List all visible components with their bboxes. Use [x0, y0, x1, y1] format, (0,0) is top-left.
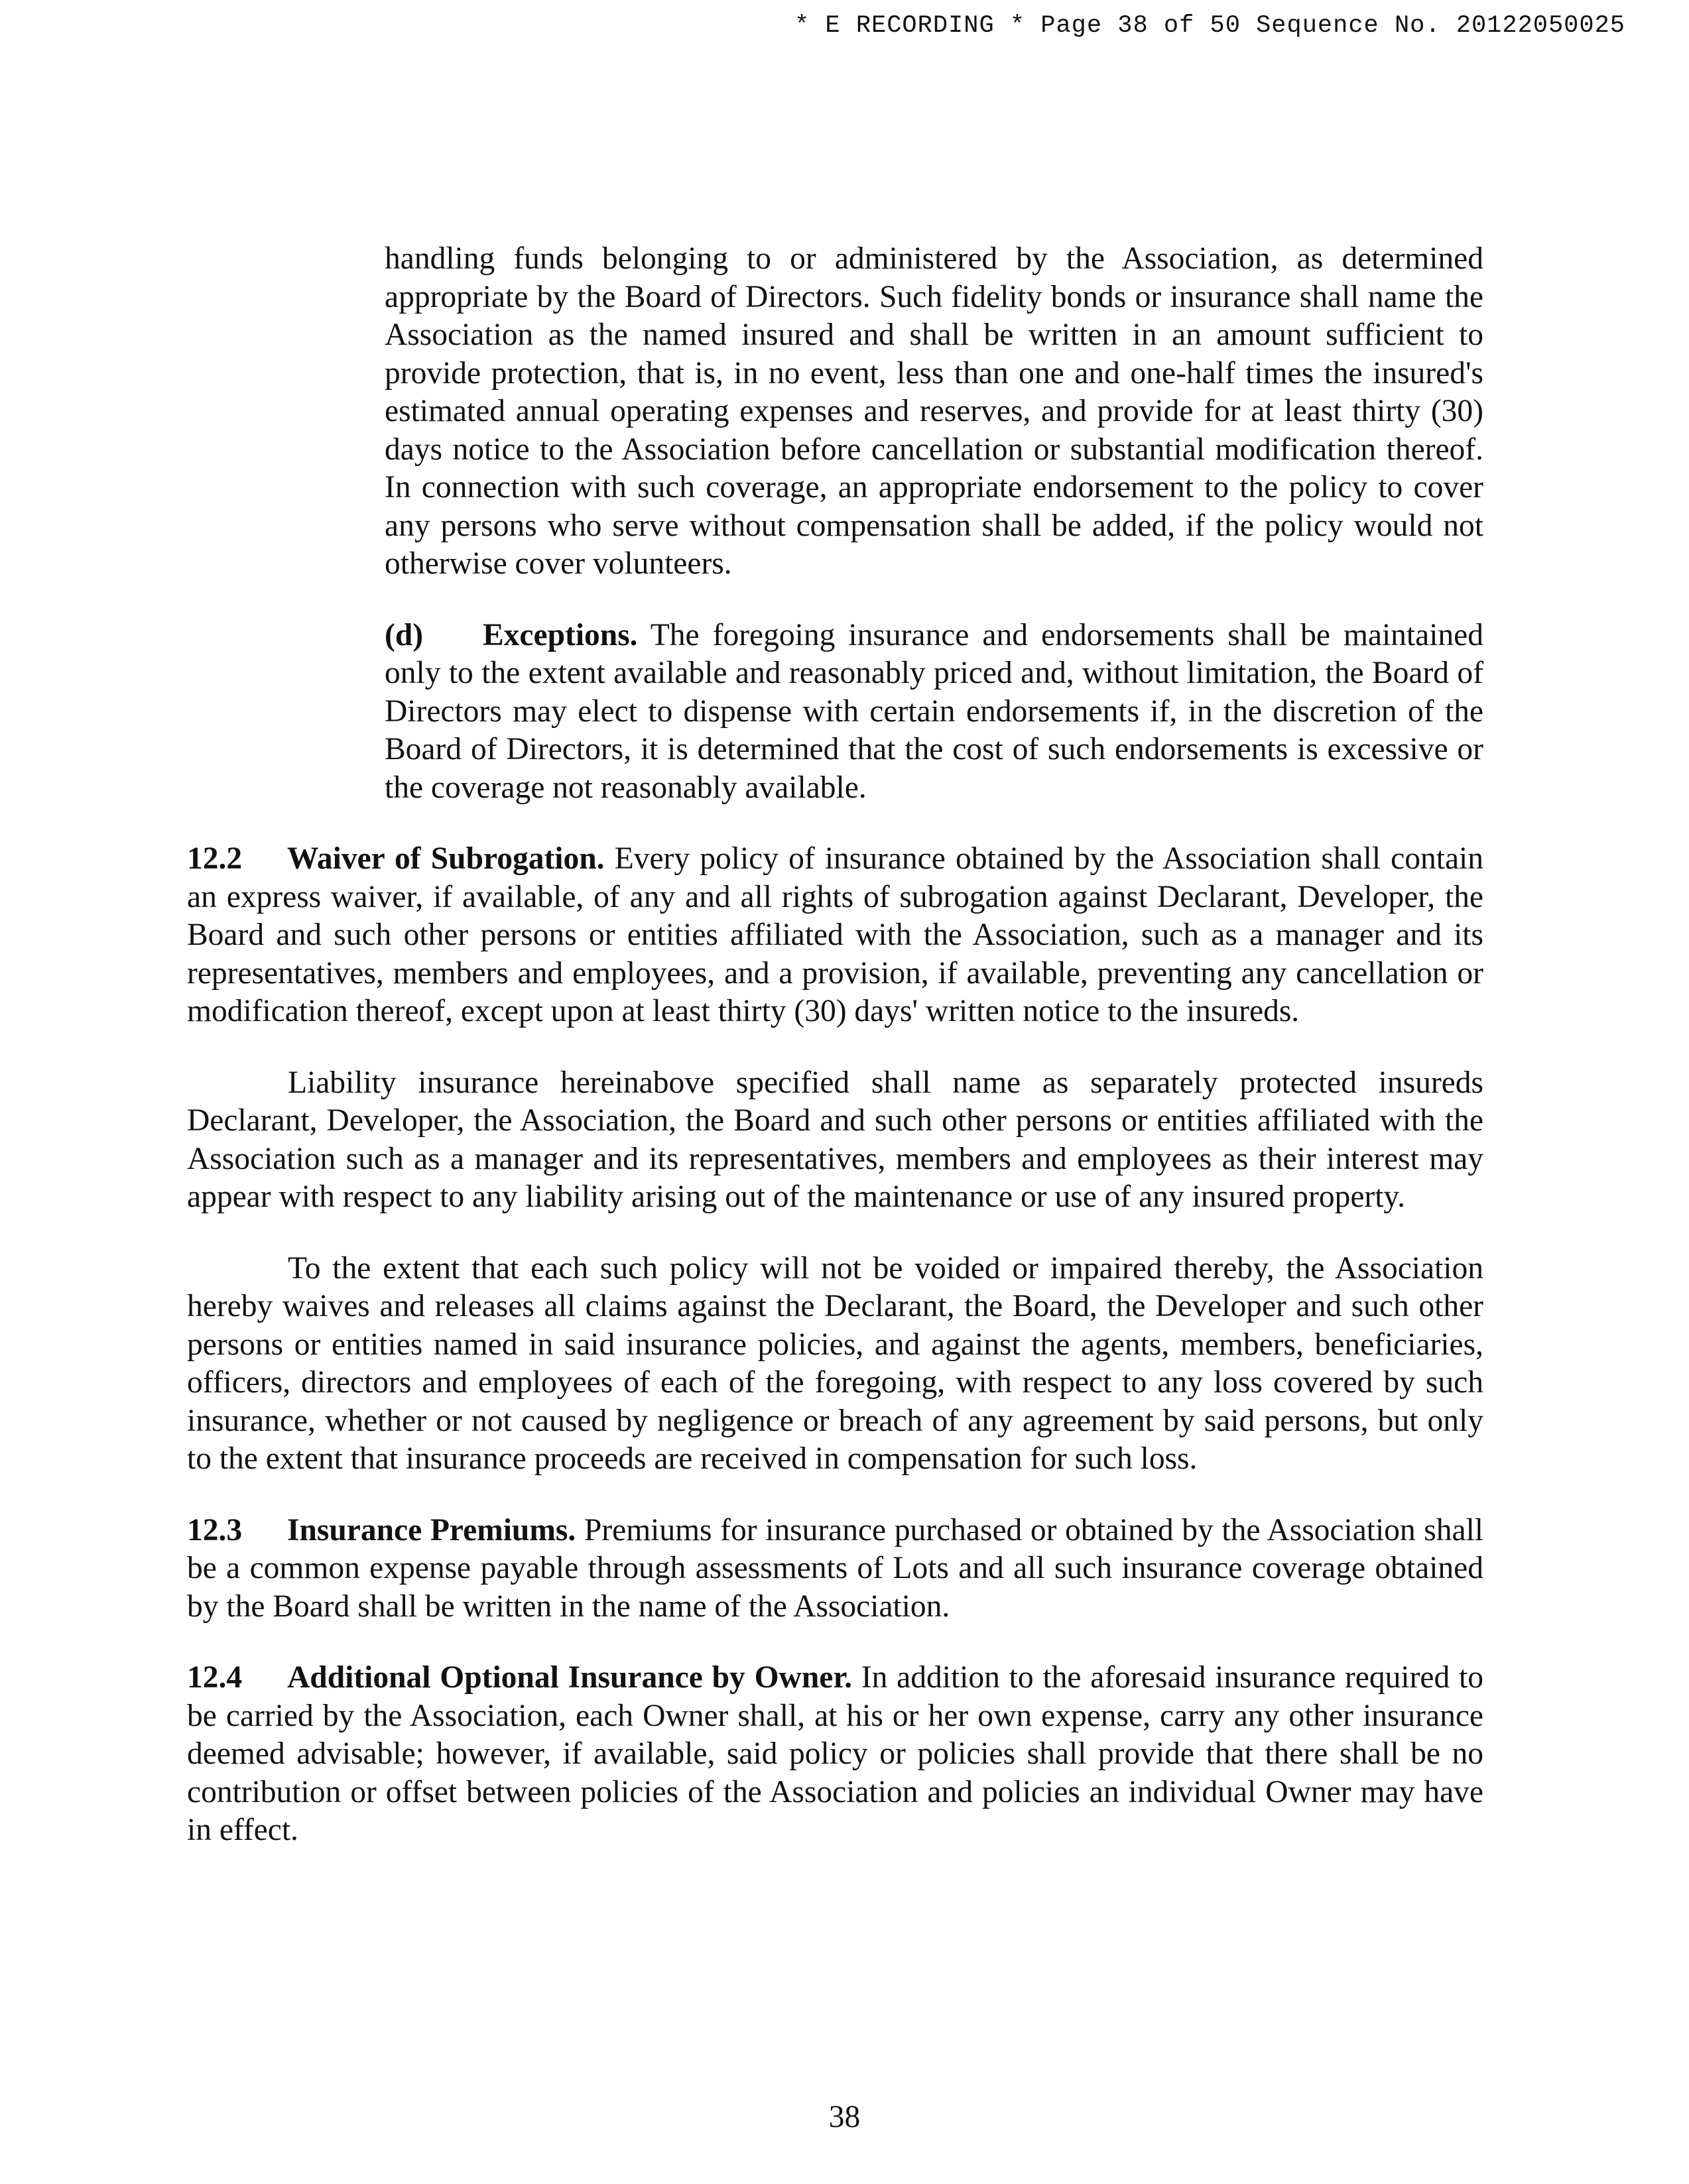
waiver-release-paragraph: To the extent that each such policy will not be voided or impaired thereby, the Association hereby waives and releases all claims against the Declarant, the Board, the Developer and such other persons or entities named in said insurance policies, and against the agents, members, beneficiaries, officers, directors and employees of each of the foregoing, with respect to any loss covered by such insurance, whether or not caused by negligence or breach of any agreement by said persons, but only to the extent that insurance proceeds are received in compensation for such loss. — [187, 1250, 1483, 1476]
subsection-d-heading: Exceptions. — [483, 617, 638, 652]
section-12-2-text: Every policy of insurance obtained by the Association shall contain an express waiver, if available, of any and all rights of subrogation against Declarant, Developer, the Board and such other persons or entities affiliated with the Association, such as a manager and its representatives, members and employees, and a provision, if available, preventing any cancellation or modification thereof, except upon at least thirty (30) days' written notice to the insureds. — [187, 841, 1483, 1028]
section-12-4-text: In addition to the aforesaid insurance required to be carried by the Association, each Owner shall, at his or her own expense, carry any other insurance deemed advisable; however, if available, said policy or policies shall provide that there shall be no contribution or offset between policies of the Association and policies an individual Owner may have in effect. — [187, 1660, 1483, 1847]
recording-header: * E RECORDING * Page 38 of 50 Sequence No. 20122050025 — [794, 12, 1625, 40]
subsection-d-text: The foregoing insurance and endorsements shall be maintained only to the extent available and reasonably priced and, without limitation, the Board of Directors may elect to dispense with certain endorsements if, in the discretion of the Board of Directors, it is determined that the cost of such endorsements is excessive or the coverage not reasonably available. — [385, 617, 1483, 805]
section-12-2-heading: Waiver of Subrogation. — [287, 841, 605, 876]
section-12-3-number: 12.3 — [187, 1512, 243, 1547]
section-12-3 — [187, 1512, 1483, 1626]
fidelity-bond-continuation: handling funds belonging to or administered by the Association, as determined appropriate by the Board of Directors. Such fidelity bonds or insurance shall name the Association as the named insured and shall be written in an amount sufficient to provide protection, that is, in no event, less than one and one-half times the insured's estimated annual operating expenses and reserves, and provide for at least thirty (30) days notice to the Association before cancellation or substantial modification thereof. In connection with such coverage, an appropriate endorsement to the policy to cover any persons who serve without compensation shall be added, if the policy would not otherwise cover volunteers. — [385, 241, 1483, 581]
subsection-d-label: (d) — [385, 617, 424, 652]
subsection-d-exceptions — [385, 617, 1483, 808]
section-12-3-text: Premiums for insurance purchased or obtained by the Association shall be a common expense payable through assessments of Lots and all such insurance coverage obtained by the Board shall be written in the name of the Association. — [187, 1512, 1484, 1624]
section-12-3-heading: Insurance Premiums. — [287, 1512, 576, 1547]
page-number: 38 — [828, 2100, 861, 2134]
section-12-2-number: 12.2 — [187, 841, 243, 876]
section-12-4-number: 12.4 — [187, 1660, 243, 1695]
document-body — [187, 240, 1483, 1850]
section-12-4-heading: Additional Optional Insurance by Owner. — [287, 1660, 852, 1695]
section-12-2 — [187, 840, 1483, 1031]
section-12-4 — [187, 1659, 1483, 1850]
liability-insurance-paragraph: Liability insurance hereinabove specified shall name as separately protected insureds Declarant, Developer, the Association, the Board and such other persons or entities affiliated with the Association such as a manager and its representatives, members and employees as their interest may appear with respect to any liability arising out of the maintenance or use of any insured property. — [187, 1065, 1483, 1214]
